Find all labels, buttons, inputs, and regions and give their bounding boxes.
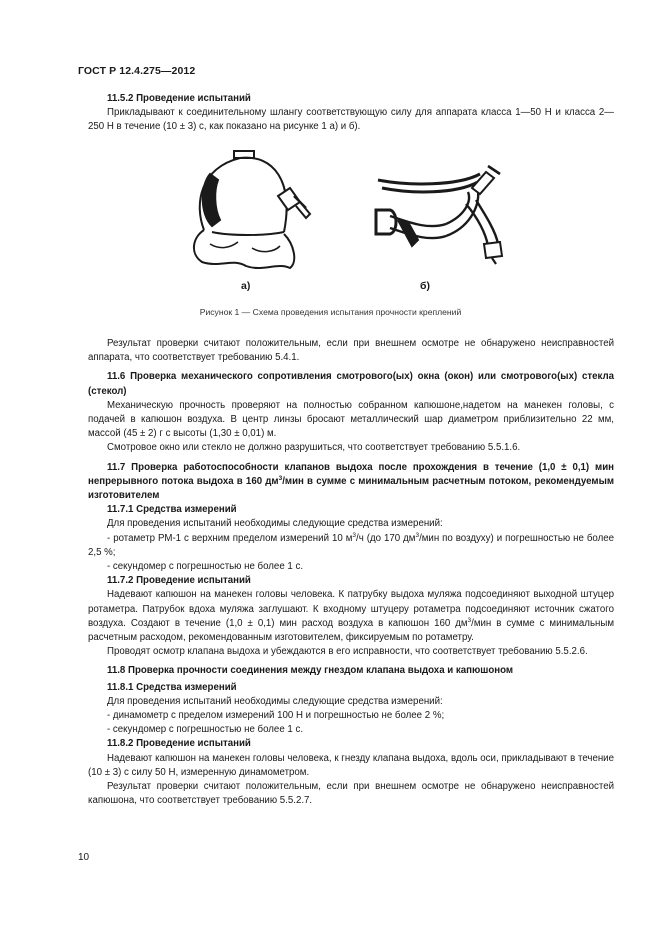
section-11-5-2-title: 11.5.2 Проведение испытаний [107,93,251,104]
section-11-8-2-title: 11.8.2 Проведение испытаний [107,738,251,750]
section-11-8-2-p2: Результат проверки считают положительным, если при внешнем осмотре не обнаружено неисправностей капюшона, что соответствует требованию 5.5.2.7. [88,781,614,807]
section-11-8-1-title: 11.8.1 Средства измерений [107,681,237,693]
standard-header: ГОСТ Р 12.4.275—2012 [78,65,196,77]
section-11-8-1-intro: Для проведения испытаний необходимы следующие средства измерений: [107,695,443,707]
section-11-5-2 [88,92,614,135]
figure-label-a: а) [241,280,251,292]
section-11-8-1-item1: - динамометр с пределом измерений 100 Н и погрешностью не более 2 %; [107,710,445,722]
section-11-7-title: 11.7 Проверка работоспособности клапанов выдоха после прохождения в течение (1,0 ± 0,1) мин непрерывного потока выдоха в 160 $дм^3$/мин в сумме с минимальным расчетным потоком, рекомендуемым изготовителем [88,461,615,502]
section-11-8-2-p1: Надевают капюшон на манекен головы человека, к гнезду клапана выдоха, вдоль оси, прикладывают в течение (10 ± 3) с силу 50 Н, измеренную динамометром. [88,752,614,778]
figure-1a-hood-drawing [190,144,320,276]
section-11-8-1-item2: - секундомер с погрешностью не более 1 с. [107,724,304,736]
section-11-7-2-p2: Проводят осмотр клапана выдоха и убеждаются в его исправности, что соответствует требованию 5.5.2.6. [107,646,588,658]
section-11-7-1-intro: Для проведения испытаний необходимы следующие средства измерений: [107,518,443,530]
figure-1b-strap-drawing [368,160,518,268]
figure-caption: Рисунок 1 — Схема проведения испытания прочности креплений [199,307,462,317]
result-paragraph-block [88,337,614,809]
section-11-8-title: 11.8 Проверка прочности соединения между гнездом клапана выдоха и капюшоном [107,665,514,677]
section-11-7-1-title: 11.7.1 Средства измерений [107,504,237,516]
figure-label-b: б) [420,280,430,292]
section-11-6-title: 11.6 Проверка механического сопротивления смотрового(ых) окна (окон) или смотрового(ых) стекла (стекол) [88,371,614,397]
section-11-6-p2: Смотровое окно или стекло не должно разрушиться, что соответствует требованию 5.5.1.6. [107,442,521,454]
section-11-7-1-item1: - ротаметр РМ-1 с верхним пределом измерений 10 $м^3/ч$ (до 170 $дм^3$/мин по воздуху) и погрешностью не более 2,5 %; [88,531,614,558]
page-number: 10 [78,852,90,863]
section-11-7-2-title: 11.7.2 Проведение испытаний [107,575,251,587]
section-11-7-1-item2: - секундомер с погрешностью не более 1 с. [107,561,304,573]
section-11-6-p1: Механическую прочность проверяют на полностью собранном капюшоне,надетом на манекен головы, с подачей в капюшон воздуха. В центр линзы бросают металлический шар диаметром приблизительно 22 мм, массой (45 ± 2) г с высоты (1,30 ± 0,01) м. [88,399,614,440]
section-11-7-2-p1: Надевают капюшон на манекен головы человека. К патрубку выдоха муляжа подсоединяют выходной штуцер ротаметра. Патрубок вдоха муляжа заглушают. К входному штуцеру ротаметра подсоединяют источник сжатого воздуха. Создают в течение (1,0 ± 0,1) мин расход воздуха в капюшон 160 $дм^3$/мин в сумме с минимальным расчетным расходом, рекомендованным изготовителем, фиксируемым по ротаметру. [88,589,614,644]
result-paragraph: Результат проверки считают положительным, если при внешнем осмотре не обнаружено неисправностей аппарата, что соответствует требованию 5.4.1. [88,338,614,364]
section-11-5-2-text: Прикладывают к соединительному шлангу соответствующую силу для аппарата класса 1—50 Н и класса 2—250 Н в течение (10 ± 3) с, как показано на рисунке 1 а) и б). [88,107,614,133]
